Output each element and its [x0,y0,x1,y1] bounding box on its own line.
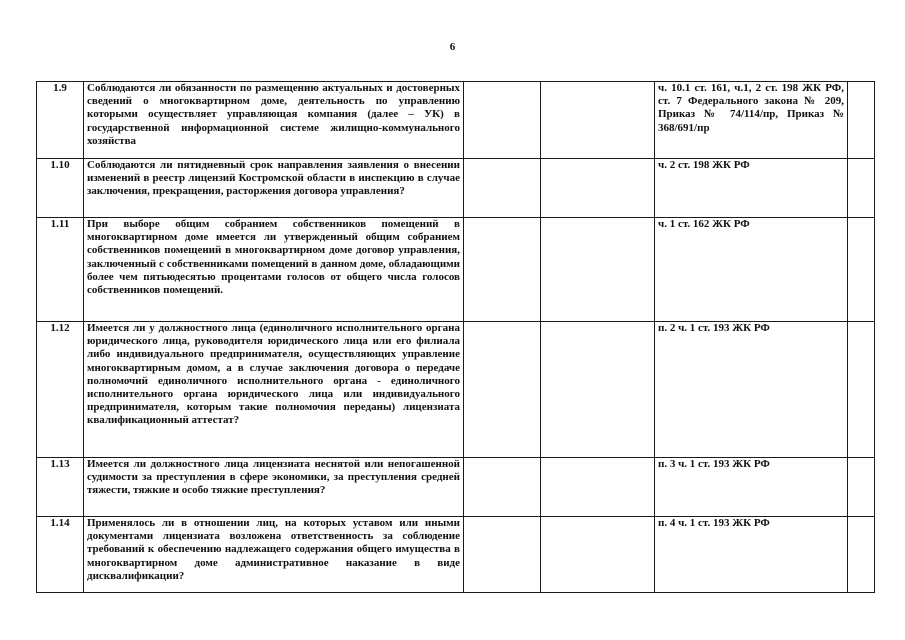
row-legal-reference: ч. 1 ст. 162 ЖК РФ [655,218,848,322]
row-number: 1.14 [37,517,84,593]
answer-no-cell [541,517,655,593]
answer-no-cell [541,82,655,159]
table-row-1-11 [37,218,875,322]
row-number: 1.9 [37,82,84,159]
row-number: 1.11 [37,218,84,322]
row-legal-reference: п. 2 ч. 1 ст. 193 ЖК РФ [655,322,848,458]
answer-yes-cell [464,517,541,593]
checklist-table [36,81,875,593]
row-number: 1.13 [37,458,84,517]
page-number: 6 [449,41,456,53]
table-row-1-13 [37,458,875,517]
row-number: 1.10 [37,159,84,218]
answer-no-cell [541,218,655,322]
table-row-1-14 [37,517,875,593]
answer-no-cell [541,159,655,218]
row-legal-reference: ч. 2 ст. 198 ЖК РФ [655,159,848,218]
row-question: Соблюдаются ли пятидневный срок направления заявления о внесении изменений в реестр лицензий Костромской области в инспекцию в случае заключения, прекращения, расторжения договора управления? [84,159,464,218]
table-row-1-9 [37,82,875,159]
answer-yes-cell [464,458,541,517]
row-legal-reference: п. 4 ч. 1 ст. 193 ЖК РФ [655,517,848,593]
answer-yes-cell [464,82,541,159]
notes-cell [848,82,875,159]
row-question: Имеется ли у должностного лица (единоличного исполнительного органа юридического лица, руководителя юридического лица или его филиала либо индивидуального предпринимателя, осуществляющих управление многоквартирным домом, а в случае заключения договора о передаче полномочий единоличного исполнительного органа - единоличного исполнительного органа юридического лица или индивидуального предпринимателя, которым такие полномочия переданы) лицензиата квалификационный аттестат? [84,322,464,458]
answer-yes-cell [464,218,541,322]
answer-no-cell [541,458,655,517]
answer-yes-cell [464,322,541,458]
notes-cell [848,159,875,218]
notes-cell [848,517,875,593]
row-number: 1.12 [37,322,84,458]
row-question: Применялось ли в отношении лиц, на которых уставом или иными документами лицензиата возложена ответственность за соблюдение требований к обеспечению надлежащего содержания общего имущества в многоквартирном доме административное наказание в виде дисквалификации? [84,517,464,593]
table-row-1-10 [37,159,875,218]
row-question: Имеется ли должностного лица лицензиата неснятой или непогашенной судимости за преступления в сфере экономики, за преступления средней тяжести, тяжкие и особо тяжкие преступления? [84,458,464,517]
row-question: Соблюдаются ли обязанности по размещению актуальных и достоверных сведений о многоквартирном доме, деятельность по управлению которыми осуществляет управляющая компания (далее – УК) в государственной информационной системе жилищно-коммунального хозяйства [84,82,464,159]
answer-yes-cell [464,159,541,218]
table-row-1-12 [37,322,875,458]
answer-no-cell [541,322,655,458]
row-question: При выборе общим собранием собственников помещений в многоквартирном доме имеется ли утвержденный общим собранием собственников помещений в многоквартирном доме договор управления, заключенный с собственниками помещений в данном доме, обладающими более чем пятьюдесятью процентами голосов от общего числа голосов собственников помещений. [84,218,464,322]
row-legal-reference: п. 3 ч. 1 ст. 193 ЖК РФ [655,458,848,517]
notes-cell [848,218,875,322]
notes-cell [848,458,875,517]
notes-cell [848,322,875,458]
row-legal-reference: ч. 10.1 ст. 161, ч.1, 2 ст. 198 ЖК РФ, ст. 7 Федерального закона № 209, Приказ № 74/114/пр, Приказ № 368/691/пр [655,82,848,159]
